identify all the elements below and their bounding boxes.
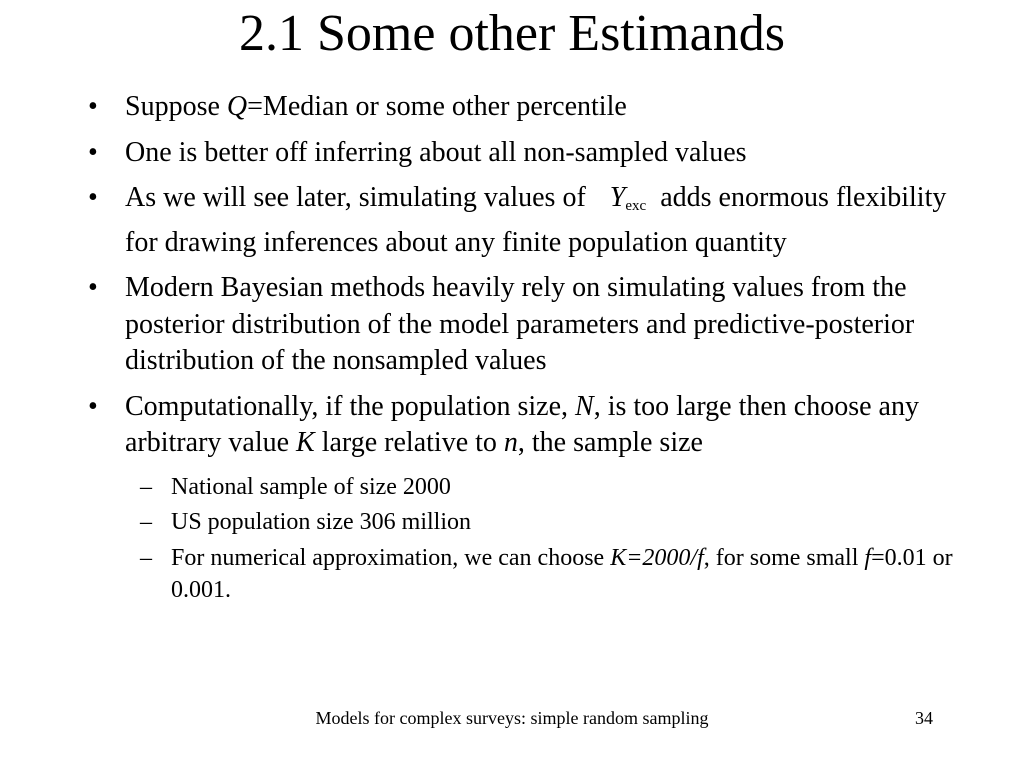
n-population-symbol: N <box>575 390 594 422</box>
dash-marker: – <box>140 473 152 500</box>
y-symbol: Y <box>609 182 626 213</box>
sub-item-approximation <box>0 542 1024 606</box>
sub-item-text: US population size 306 million <box>171 509 471 535</box>
y-exc-formula <box>610 180 646 225</box>
bullet-text: Computationally, if the population size, <box>125 390 575 422</box>
bullet-text: adds enormous flexibility for drawing inferences about any finite population quantity <box>125 182 947 258</box>
bullet-item-simulating <box>0 180 1024 261</box>
page-number: 34 <box>915 708 933 728</box>
sub-item-national-sample <box>0 471 1024 503</box>
bullet-list <box>0 89 1024 609</box>
dash-marker: – <box>140 544 152 571</box>
sub-item-text: For numerical approximation, we can choose <box>171 544 611 571</box>
slide-footer: Models for complex surveys: simple random sampling <box>315 708 709 728</box>
bullet-text: As we will see later, simulating values of <box>125 182 586 213</box>
bullet-item-suppose <box>0 89 1024 126</box>
sub-item-text: , for some small <box>703 544 865 571</box>
slide-title: 2.1 Some other Estimands <box>239 5 785 62</box>
k-symbol: K <box>296 427 315 458</box>
q-symbol: Q <box>226 91 248 122</box>
bullet-text: , is too large then choose any arbitrary value <box>125 390 919 458</box>
exc-subscript: exc <box>625 198 647 214</box>
n-sample-symbol: n <box>503 427 518 458</box>
bullet-marker: • <box>88 272 98 303</box>
sub-item-us-population <box>0 506 1024 538</box>
bullet-marker: • <box>88 91 98 122</box>
bullet-text: Suppose <box>125 91 227 122</box>
bullet-item-computational <box>0 389 1024 462</box>
bullet-marker: • <box>88 182 98 213</box>
bullet-text: Modern Bayesian methods heavily rely on simulating values from the posterior distribution of the model parameters and predictive-posterior distribution of the nonsampled values <box>125 272 915 376</box>
bullet-marker: • <box>88 390 98 422</box>
k-formula: K=2000/f <box>610 544 704 571</box>
bullet-text: , the sample size <box>517 427 703 458</box>
sub-item-text: =0.01 or 0.001. <box>171 544 953 603</box>
bullet-marker: • <box>88 136 98 168</box>
bullet-item-bayesian <box>0 270 1024 380</box>
bullet-text: One is better off inferring about all non-sampled values <box>125 136 747 168</box>
f-symbol: f <box>864 544 872 571</box>
sub-item-text: National sample of size 2000 <box>171 473 451 500</box>
dash-marker: – <box>140 509 152 535</box>
bullet-text: large relative to <box>314 427 504 458</box>
bullet-item-inferring <box>0 135 1024 172</box>
bullet-text: =Median or some other percentile <box>247 91 627 122</box>
